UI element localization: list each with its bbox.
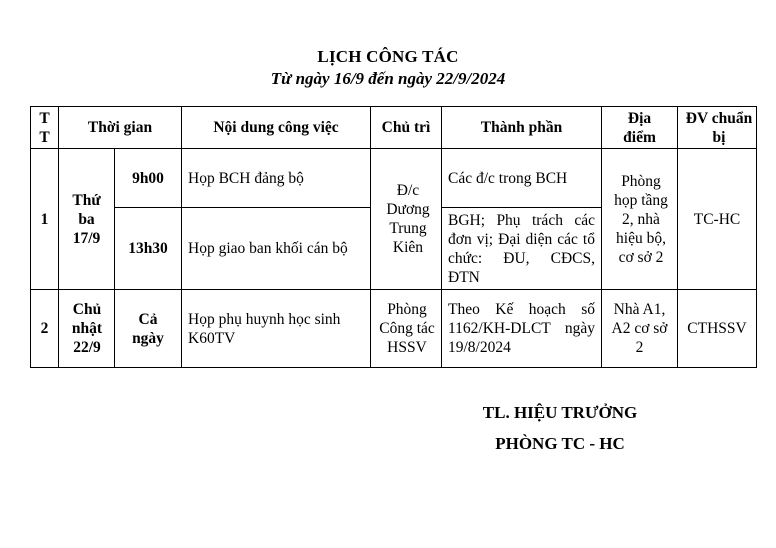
row-content: Họp phụ huynh học sinh K60TV — [182, 290, 371, 368]
signature-line-2: PHÒNG TC - HC — [495, 434, 625, 453]
header-content: Nội dung công việc — [182, 107, 371, 149]
row-prep-unit: TC-HC — [678, 149, 757, 290]
session-content: Họp BCH đảng bộ — [182, 149, 371, 208]
schedule-table — [30, 106, 757, 368]
session-participants: BGH; Phụ trách các đơn vị; Đại diện các tổ chức: ĐU, CĐCS, ĐTN — [442, 208, 602, 290]
row-host: Phòng Công tác HSSV — [371, 290, 442, 368]
header-place: Địa điểm — [602, 107, 678, 149]
session-time: 13h30 — [115, 208, 182, 290]
row-day: Thứ ba 17/9 — [59, 149, 115, 290]
row-host: Đ/c Dương Trung Kiên — [371, 149, 442, 290]
row-place: Nhà A1, A2 cơ sở 2 — [602, 290, 678, 368]
document-title: LỊCH CÔNG TÁC — [317, 47, 459, 66]
header-tt: T T — [31, 107, 59, 149]
session-content: Họp giao ban khối cán bộ — [182, 208, 371, 290]
header-prep-unit: ĐV chuẩn bị — [678, 107, 757, 149]
header-participants: Thành phần — [442, 107, 602, 149]
header-host: Chủ trì — [371, 107, 442, 149]
table-row — [31, 149, 757, 208]
row-prep-unit: CTHSSV — [678, 290, 757, 368]
signature-line-1: TL. HIỆU TRƯỞNG — [482, 403, 638, 422]
row-time: Cả ngày — [115, 290, 182, 368]
row-number: 1 — [31, 149, 59, 290]
row-number: 2 — [31, 290, 59, 368]
row-place: Phòng họp tầng 2, nhà hiệu bộ, cơ sở 2 — [602, 149, 678, 290]
table-row — [31, 290, 757, 368]
row-participants: Theo Kế hoạch số 1162/KH-DLCT ngày 19/8/2024 — [442, 290, 602, 368]
session-time: 9h00 — [115, 149, 182, 208]
session-participants: Các đ/c trong BCH — [442, 149, 602, 208]
header-time: Thời gian — [59, 107, 182, 149]
row-day: Chủ nhật 22/9 — [59, 290, 115, 368]
table-header-row — [31, 107, 757, 149]
date-range-subtitle: Từ ngày 16/9 đến ngày 22/9/2024 — [270, 69, 506, 88]
